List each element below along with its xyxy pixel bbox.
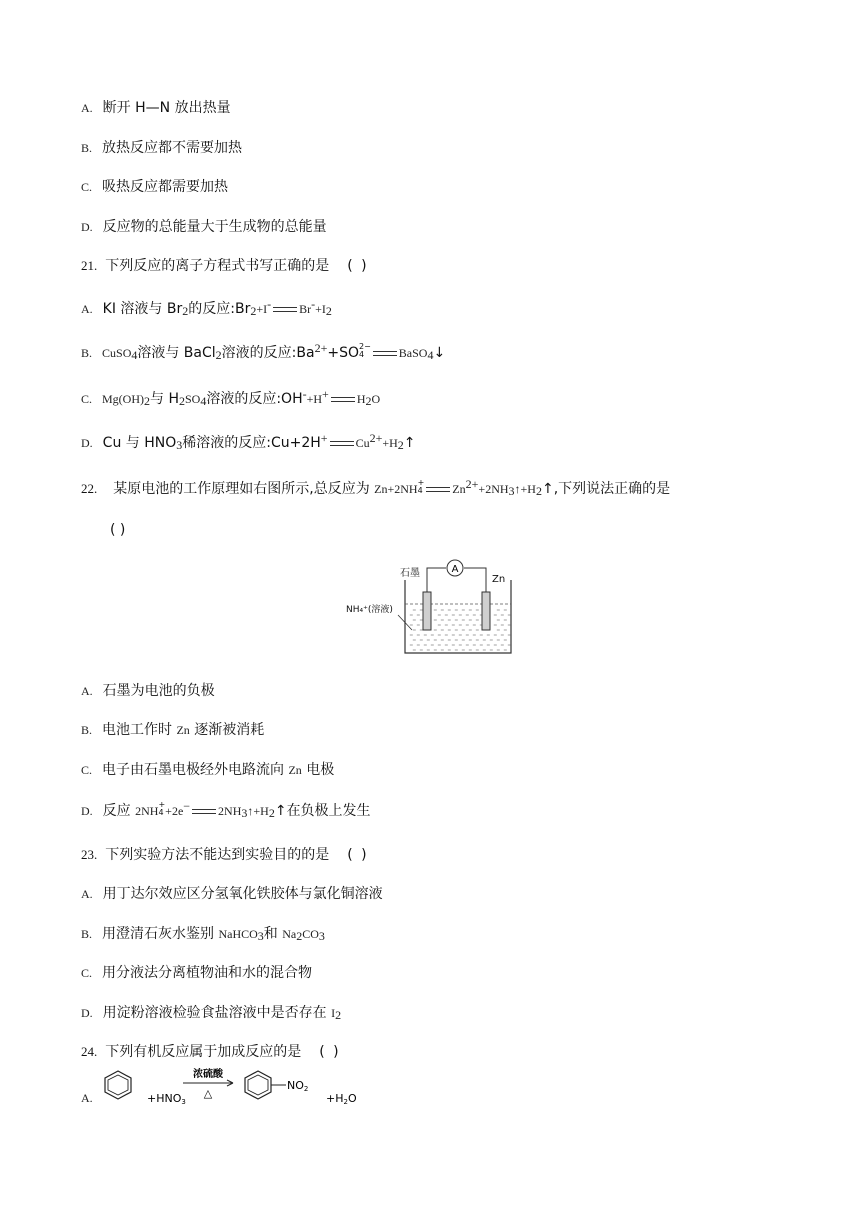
q23-option-d: D. 用淀粉溶液检验食盐溶液中是否存在 $I_2$ — [81, 1005, 342, 1022]
equals-sign — [330, 441, 354, 446]
byproduct-water: +H2O — [326, 1092, 357, 1106]
reagent-hno3: +HNO3 — [147, 1092, 186, 1106]
ammonium-charge: + 4 — [417, 478, 425, 495]
nitrobenzene — [245, 1071, 308, 1099]
ammeter-label: A — [451, 564, 459, 575]
q20-option-b: B. 放热反应都不需要加热 — [81, 140, 243, 156]
q24-option-a-label: A. — [81, 1091, 93, 1105]
galvanic-cell-diagram — [340, 552, 520, 660]
solution-label: NH₄⁺(溶液) — [346, 605, 393, 615]
q22-option-c: C. 电子由石墨电极经外电路流向 Zn 电极 — [81, 762, 335, 778]
q20-option-a: A. 断开 H—N 放出热量 — [81, 100, 231, 116]
q22-option-d: D. 反应 2NH+ 4 +2e− $2NH_3↑+H_2↑$在负极上发生 — [81, 799, 371, 820]
q20-option-d: D. 反应物的总能量大于生成物的总能量 — [81, 219, 327, 235]
condition-bottom: △ — [203, 1087, 213, 1100]
graphite-label: 石墨 — [400, 568, 420, 579]
zinc-electrode — [482, 592, 490, 630]
q23-option-a: A. 用丁达尔效应区分氢氧化铁胶体与氯化铜溶液 — [81, 886, 383, 902]
graphite-electrode — [423, 592, 431, 630]
equals-sign — [331, 397, 355, 402]
q23-stem: 23. 下列实验方法不能达到实验目的的是 ( ) — [81, 847, 369, 863]
ammonium-charge: + 4 — [158, 800, 166, 817]
q22-option-a: A. 石墨为电池的负极 — [81, 683, 215, 699]
q22-option-b: B. 电池工作时 Zn 逐渐被消耗 — [81, 722, 265, 738]
nitro-group: NO2 — [287, 1079, 309, 1093]
nitration-reaction — [100, 1066, 370, 1116]
q20-option-c: C. 吸热反应都需要加热 — [81, 179, 229, 195]
q21-stem: 21. 下列反应的离子方程式书写正确的是 ( ) — [81, 258, 369, 274]
q24-stem: 24. 下列有机反应属于加成反应的是 ( ) — [81, 1044, 341, 1060]
q21-option-c: C. $Mg(OH)_2$与 $H_2SO_4$溶液的反应:OH-+H+ $H_2O$ — [81, 387, 381, 408]
q21-option-d: D. Cu 与 $HNO_3$稀溶液的反应:Cu+2H+ $Cu^{2+}+H_2↑$ — [81, 431, 416, 452]
equals-sign — [192, 809, 216, 814]
q21-option-b: B. CuSO$_4$溶液与 BaCl$_2$溶液的反应$:Ba^{2+}+SO2-$ 4 BaSO$_4$↓ — [81, 341, 446, 362]
equals-sign — [373, 351, 397, 356]
condition-top: 浓硫酸 — [193, 1069, 223, 1080]
benzene-ring — [105, 1071, 131, 1099]
equals-sign — [426, 487, 450, 492]
q21-option-a: A. KI 溶液与 $Br_2$的反应$:Br_2+I^-$ $Br^-+I_2$ — [81, 297, 332, 318]
equals-sign — [273, 307, 297, 312]
zinc-label: Zn — [492, 574, 506, 585]
sulfate-charge: 2− 4 — [359, 342, 371, 359]
q22-stem: 22. 某原电池的工作原理如右图所示,总反应为 Zn+2NH+ 4 $Zn^{2+}+2NH_3↑+H_2↑$,下列说法正确的是 — [81, 477, 671, 498]
solution — [405, 604, 511, 650]
q23-option-b: B. 用澄清石灰水鉴别 NaHCO$_3$和 $Na_2CO_3$ — [81, 926, 325, 943]
q22-answer-paren: ( ) — [110, 522, 126, 538]
q23-option-c: C. 用分液法分离植物油和水的混合物 — [81, 965, 313, 981]
